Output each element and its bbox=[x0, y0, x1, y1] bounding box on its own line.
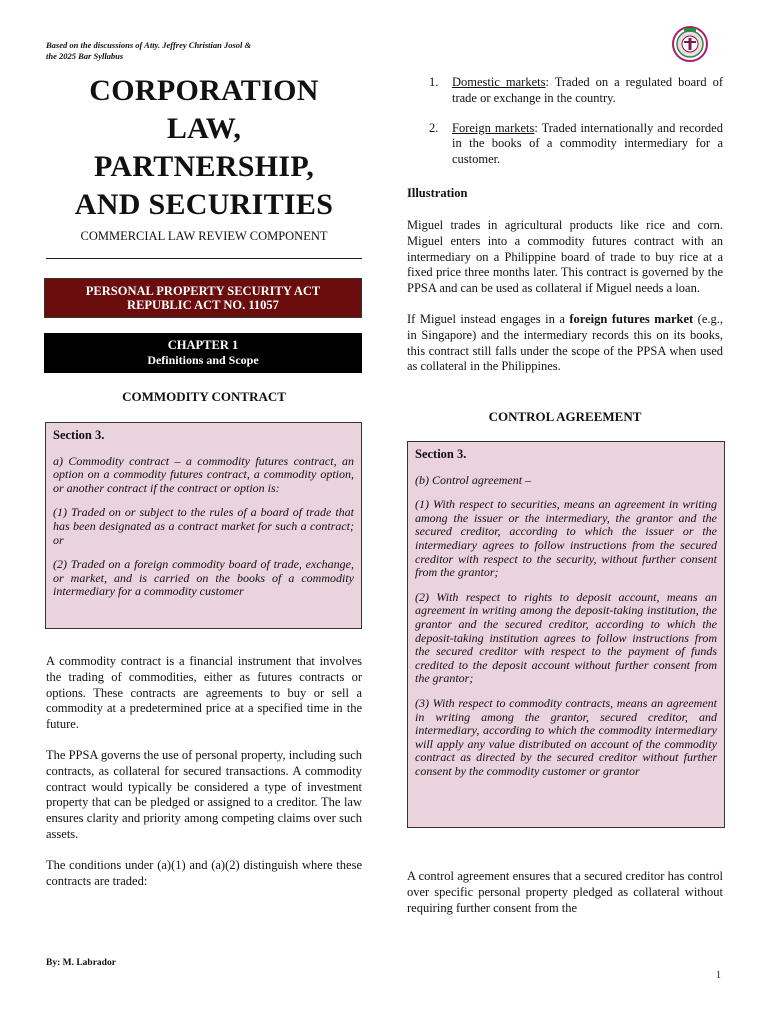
page-subtitle: COMMERCIAL LAW REVIEW COMPONENT bbox=[80, 229, 328, 243]
header-note-line1: Based on the discussions of Atty. Jeffrey Christian Josol & bbox=[46, 40, 252, 50]
title-line1: CORPORATION bbox=[89, 74, 319, 107]
page-number: 1 bbox=[716, 970, 721, 981]
text-run: If Miguel instead engages in a bbox=[407, 311, 570, 326]
section-3b1-text: (1) With respect to securities, means an agreement in writing among the issuer or the intermediary, the grantor and the secured creditor, according to which the issuer or the intermediary agrees to follow instructions from the secured creditor with respect to the security, without further consent from the grantor; bbox=[415, 497, 717, 580]
illustration-text bbox=[407, 218, 723, 390]
list-number: 1. bbox=[429, 75, 439, 89]
seal-logo-icon bbox=[672, 26, 708, 62]
bold-term: foreign futures market bbox=[569, 311, 694, 326]
header-note bbox=[46, 40, 251, 62]
commodity-contract-heading: COMMODITY CONTRACT bbox=[122, 389, 286, 404]
paragraph: The conditions under (a)(1) and (a)(2) distinguish where these contracts are traded: bbox=[46, 857, 362, 888]
page-title bbox=[46, 72, 362, 224]
illustration-heading: Illustration bbox=[407, 186, 468, 200]
list-item bbox=[407, 75, 723, 107]
paragraph bbox=[407, 312, 723, 375]
author-footer: By: M. Labrador bbox=[46, 958, 116, 968]
section-label: Section 3. bbox=[53, 428, 105, 442]
paragraph: A commodity contract is a financial instrument that involves the trading of commodities, either as futures contracts or options. These contracts are agreements to buy or sell a commodity at a predetermined price at a specified time in the future. bbox=[46, 654, 362, 732]
list-term: Foreign markets bbox=[452, 120, 535, 135]
divider bbox=[46, 258, 362, 259]
list-text: : Traded internationally and recorded in the books of a commodity intermediary for a customer. bbox=[452, 120, 723, 167]
paragraph: The PPSA governs the use of personal property, including such contracts, as collateral for secured transactions. A commodity contract would typically be considered a type of investment property that can be pledged or assigned to a creditor. The law ensures clarity and priority among competing claims over such assets. bbox=[46, 747, 362, 841]
section-3b3-text: (3) With respect to commodity contracts, means an agreement in writing among the grantor, secured creditor, and intermediary, according to which the commodity intermediary will apply any value distributed on account of the commodity contract as directed by the secured creditor without further consent by the commodity customer or grantor bbox=[415, 695, 717, 778]
control-agreement-heading: CONTROL AGREEMENT bbox=[488, 409, 642, 424]
act-banner-line2: REPUBLIC ACT NO. 11057 bbox=[127, 298, 279, 312]
list-text: : Traded on a regulated board of trade or exchange in the country. bbox=[452, 75, 723, 105]
header-note-line2: the 2025 Bar Syllabus bbox=[46, 51, 124, 61]
chapter-banner bbox=[44, 333, 362, 373]
control-agreement-text: A control agreement ensures that a secured creditor has control over specific personal property pledged as collateral without requiring further consent from the bbox=[407, 869, 723, 915]
chapter-number: CHAPTER 1 bbox=[167, 338, 239, 352]
section-3a1-text: (1) Traded on or subject to the rules of a board of trade that has been designated as a contract market for such a contract; or bbox=[53, 505, 354, 547]
market-list bbox=[407, 75, 723, 182]
act-banner bbox=[44, 278, 362, 318]
section-3a-text: a) Commodity contract – a commodity futures contract, an option on a commodity futures contract, a commodity option, or another contract if the contract or option is: bbox=[53, 453, 354, 495]
section-3a-box bbox=[45, 422, 362, 629]
chapter-title: Definitions and Scope bbox=[147, 353, 259, 367]
act-banner-line1: PERSONAL PROPERTY SECURITY ACT bbox=[85, 284, 321, 298]
title-line3: PARTNERSHIP, bbox=[93, 150, 315, 183]
section-3b2-text: (2) With respect to rights to deposit account, means an agreement in writing among the deposit-taking institution, the grantor and the secured creditor, according to which the deposit-taking institution agrees to follow instructions from the secured creditor with respect to the payment of funds credited to the deposit account without further consent from the grantor; bbox=[415, 589, 717, 686]
section-3a2-text: (2) Traded on a foreign commodity board of trade, exchange, or market, and is carried on the books of a commodity intermediary for a commodity customer bbox=[53, 557, 354, 599]
list-term: Domestic markets bbox=[452, 75, 546, 89]
section-3b-box bbox=[407, 441, 725, 828]
list-item bbox=[407, 121, 723, 168]
paragraph: Miguel trades in agricultural products like rice and corn. Miguel enters into a commodity futures contract with an intermediary on a Philippine board of trade to buy rice at a fixed price three months later. This contract is governed by the PPSA and can be used as collateral if Miguel needs a loan. bbox=[407, 218, 723, 296]
title-line2: LAW, bbox=[166, 112, 242, 145]
section-label: Section 3. bbox=[415, 447, 467, 461]
section-3b-text: (b) Control agreement – bbox=[415, 472, 532, 487]
left-body-text bbox=[46, 654, 362, 904]
title-line4: AND SECURITIES bbox=[74, 188, 334, 221]
text-run: (e.g., in Singapore) and the intermediary records this on its books, this contract still falls under the scope of the PPSA when used as collateral in the Philippines. bbox=[407, 311, 724, 374]
list-number: 2. bbox=[429, 120, 439, 135]
